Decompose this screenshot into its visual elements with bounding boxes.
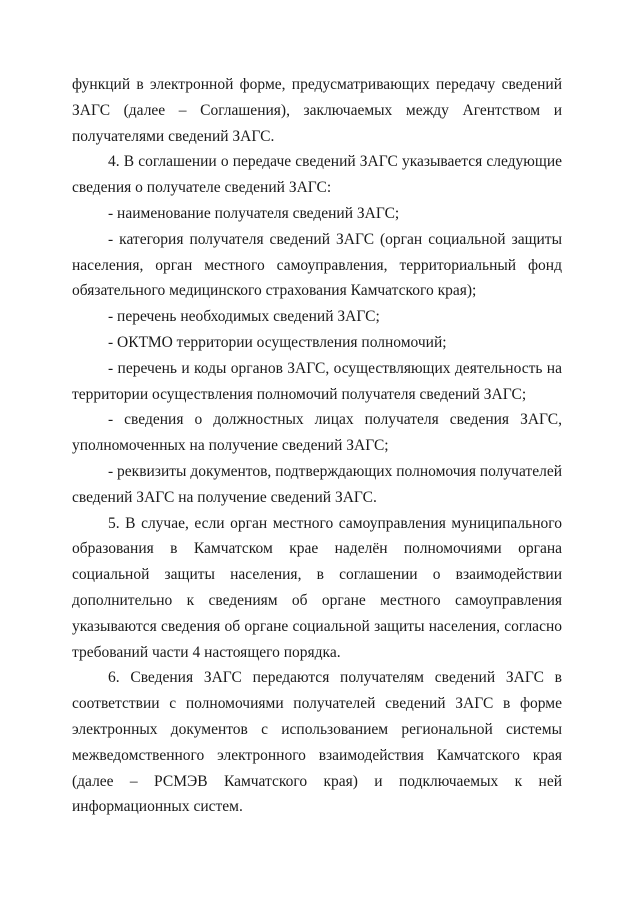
list-item-authority-documents: - реквизиты документов, подтверждающих полномочия получателей сведений ЗАГС на получение сведений ЗАГС. xyxy=(72,462,562,506)
list-item-recipient-name: - наименование получателя сведений ЗАГС; xyxy=(108,204,400,222)
paragraph-continuation: функций в электронной форме, предусматривающих передачу сведений ЗАГС (далее – Соглашения), заключаемых между Агентством и получателями сведений ЗАГС. xyxy=(72,76,562,145)
list-item-officials: - сведения о должностных лицах получателя сведения ЗАГС, уполномоченных на получение сведений ЗАГС; xyxy=(72,411,562,455)
list-item-required-info: - перечень необходимых сведений ЗАГС; xyxy=(108,308,380,326)
paragraph-item-6: 6. Сведения ЗАГС передаются получателям сведений ЗАГС в соответствии с полномочиями получателей сведений ЗАГС в форме электронных документов с использованием региональной системы межведомственного электронного взаимодействия Камчатского края (далее – РСМЭВ Камчатского края) и подключаемых к ней информационных систем. xyxy=(72,669,562,816)
paragraph-item-4: 4. В соглашении о передаче сведений ЗАГС указывается следующие сведения о получателе сведений ЗАГС: xyxy=(72,153,562,197)
document-page xyxy=(72,72,562,820)
paragraph-item-5: 5. В случае, если орган местного самоуправления муниципального образования в Камчатском крае наделён полномочиями органа социальной защиты населения, в соглашении о взаимодействии дополнительно к сведениям об органе местного самоуправления указываются сведения об органе социальной защиты населения, согласно требований части 4 настоящего порядка. xyxy=(72,514,562,661)
list-item-oktmo: - ОКТМО территории осуществления полномочий; xyxy=(108,333,447,351)
list-item-zags-codes: - перечень и коды органов ЗАГС, осуществляющих деятельность на территории осуществления полномочий получателя сведений ЗАГС; xyxy=(72,359,562,403)
list-item-recipient-category: - категория получателя сведений ЗАГС (орган социальной защиты населения, орган местного самоуправления, территориальный фонд обязательного медицинского страхования Камчатского края); xyxy=(72,230,562,300)
